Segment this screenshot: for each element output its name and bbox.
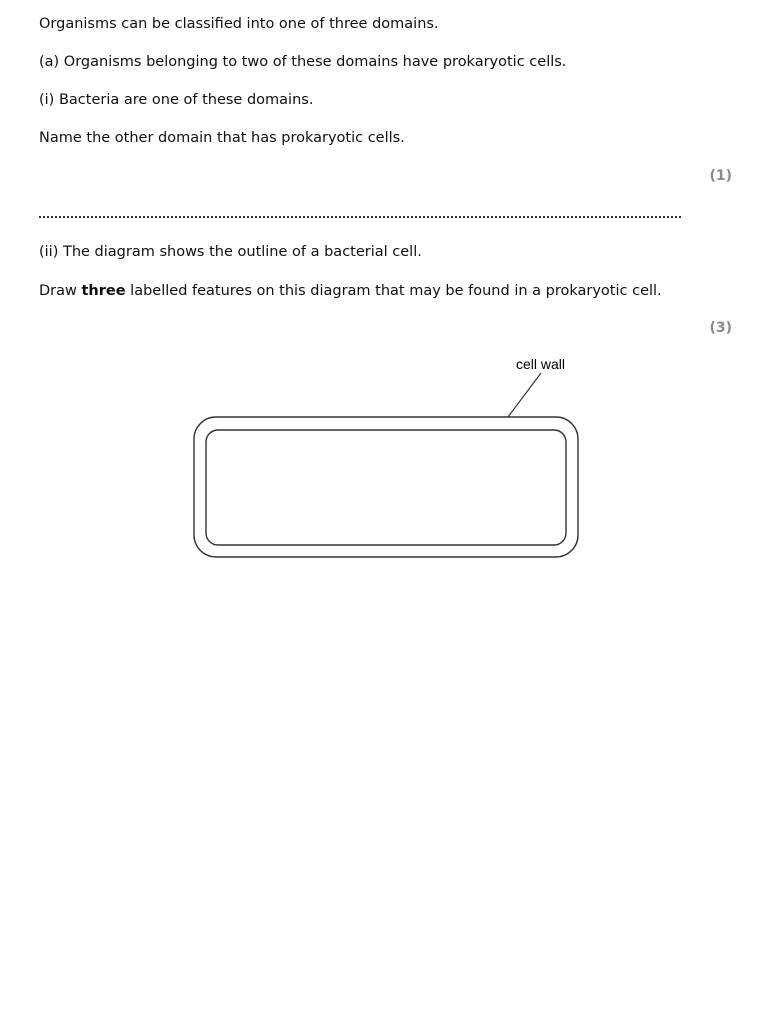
cell-membrane-outline <box>206 430 566 545</box>
part-a-text: (a) Organisms belonging to two of these domains have prokaryotic cells. <box>39 54 567 70</box>
bacterial-cell-diagram[interactable] <box>180 345 600 575</box>
instruction-bold: three <box>81 283 126 299</box>
part-i-question: Name the other domain that has prokaryotic cells. <box>39 130 405 146</box>
part-i-marks: (1) <box>709 168 732 184</box>
part-ii-text: (ii) The diagram shows the outline of a bacterial cell. <box>39 244 422 260</box>
answer-line[interactable] <box>39 216 681 218</box>
cell-wall-label: cell wall <box>516 356 566 372</box>
intro-text: Organisms can be classified into one of three domains. <box>39 16 439 32</box>
instruction-before: Draw <box>39 283 82 299</box>
part-ii-instruction <box>39 282 662 300</box>
cell-wall-label-line <box>508 373 541 417</box>
instruction-after: labelled features on this diagram that may be found in a prokaryotic cell. <box>125 283 662 299</box>
cell-wall-outline <box>194 417 578 557</box>
part-ii-marks: (3) <box>709 320 732 336</box>
part-i-text: (i) Bacteria are one of these domains. <box>39 92 314 108</box>
